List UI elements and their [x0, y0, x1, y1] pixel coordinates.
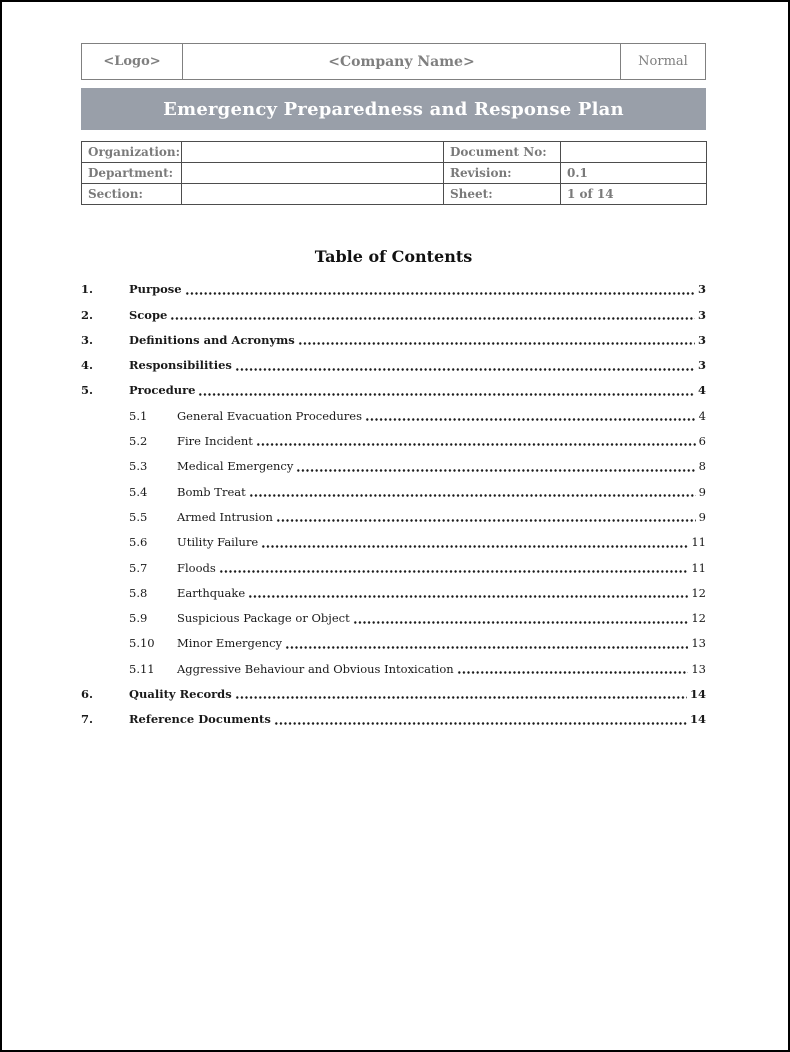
toc-dot-leader	[185, 275, 695, 300]
toc-dot-leader	[256, 427, 696, 452]
toc-dot-leader	[235, 680, 687, 705]
toc-entry-page: 14	[689, 712, 706, 727]
toc-entry-page: 11	[691, 535, 706, 550]
toc-entry-label: Scope	[129, 307, 168, 322]
toc-entry[interactable]	[81, 579, 706, 604]
toc-entry[interactable]	[81, 705, 706, 730]
info-label-right: Sheet:	[444, 184, 561, 205]
toc-entry-page: 13	[691, 661, 706, 676]
toc-dot-leader	[285, 629, 688, 654]
toc-title: Table of Contents	[314, 247, 473, 266]
info-label-left: Section:	[82, 184, 182, 205]
toc-dot-leader	[249, 477, 696, 502]
toc-entry-page: 4	[698, 408, 706, 423]
toc-dot-leader	[248, 579, 688, 604]
toc-dot-leader	[219, 553, 689, 578]
toc-entry-page: 4	[697, 383, 706, 398]
toc-entry[interactable]	[81, 452, 706, 477]
info-table-row	[82, 142, 707, 163]
toc-entry-number: 5.1	[129, 408, 148, 423]
toc-entry-page: 9	[698, 484, 706, 499]
toc-entry-label: Procedure	[129, 383, 196, 398]
toc-dot-leader	[235, 351, 695, 376]
toc-entry-page: 3	[697, 282, 706, 297]
toc-entry-number: 5.7	[129, 560, 148, 575]
toc-entry-label: Bomb Treat	[177, 484, 246, 499]
company-name: <Company Name>	[182, 44, 621, 79]
toc-entry[interactable]	[81, 629, 706, 654]
toc-entry-label: Suspicious Package or Object	[177, 611, 350, 626]
toc-entry-number: 2.	[81, 307, 94, 322]
toc-entry-number: 3.	[81, 332, 94, 347]
info-value-field-left[interactable]	[182, 184, 444, 205]
document-info-table	[81, 141, 707, 205]
info-label-left: Department:	[82, 163, 182, 184]
toc-entry[interactable]	[81, 528, 706, 553]
toc-entry-number: 6.	[81, 687, 94, 702]
info-label-right: Revision:	[444, 163, 561, 184]
toc-dot-leader	[276, 503, 696, 528]
toc-entry-page: 12	[691, 611, 706, 626]
toc-entry-label: Responsibilities	[129, 358, 232, 373]
toc-entry-label: Definitions and Acronyms	[129, 332, 295, 347]
toc-entry-page: 8	[698, 459, 706, 474]
toc-entry-number: 5.	[81, 383, 94, 398]
toc-entry-page: 14	[689, 687, 706, 702]
toc-entry-label: Minor Emergency	[177, 636, 283, 651]
toc-entry-number: 5.10	[129, 636, 155, 651]
info-table-row	[82, 163, 707, 184]
toc-dot-leader	[365, 401, 696, 426]
toc-list	[81, 275, 706, 730]
toc-entry-number: 5.5	[129, 509, 148, 524]
toc-entry-number: 7.	[81, 712, 94, 727]
toc-entry-page: 3	[697, 307, 706, 322]
toc-entry-label: Aggressive Behaviour and Obvious Intoxication	[177, 661, 454, 676]
toc-entry[interactable]	[81, 275, 706, 300]
toc-entry-page: 3	[697, 332, 706, 347]
toc-entry[interactable]	[81, 351, 706, 376]
toc-entry-label: Floods	[177, 560, 216, 575]
toc-entry-number: 5.9	[129, 611, 148, 626]
toc-dot-leader	[198, 376, 695, 401]
classification-label: Normal	[638, 54, 688, 69]
toc-entry-label: Fire Incident	[177, 434, 253, 449]
info-value-right[interactable]: 0.1	[561, 163, 707, 184]
toc-dot-leader	[274, 705, 687, 730]
toc-entry-number: 5.6	[129, 535, 148, 550]
toc-entry[interactable]	[81, 680, 706, 705]
toc-entry-page: 6	[698, 434, 706, 449]
toc-entry-number: 5.3	[129, 459, 148, 474]
toc-entry[interactable]	[81, 477, 706, 502]
toc-entry[interactable]	[81, 326, 706, 351]
info-label-left: Organization:	[82, 142, 182, 163]
toc-entry-number: 5.2	[129, 434, 148, 449]
toc-entry-page: 11	[691, 560, 706, 575]
toc-entry-number: 1.	[81, 282, 94, 297]
toc-entry[interactable]	[81, 503, 706, 528]
info-value-right[interactable]	[561, 142, 707, 163]
toc-dot-leader	[261, 528, 688, 553]
toc-entry-label: Purpose	[129, 282, 182, 297]
info-value-right[interactable]: 1 of 14	[561, 184, 707, 205]
toc-entry[interactable]	[81, 401, 706, 426]
page-content	[81, 43, 706, 730]
toc-entry-number: 5.11	[129, 661, 155, 676]
toc-entry[interactable]	[81, 376, 706, 401]
toc-dot-leader	[353, 604, 689, 629]
toc-entry-label: General Evacuation Procedures	[177, 408, 363, 423]
toc-entry[interactable]	[81, 300, 706, 325]
toc-dot-leader	[298, 326, 695, 351]
toc-dot-leader	[170, 300, 695, 325]
toc-entry-page: 9	[698, 509, 706, 524]
toc-entry-number: 5.8	[129, 585, 148, 600]
toc-entry-label: Earthquake	[177, 585, 246, 600]
toc-entry-label: Armed Intrusion	[177, 509, 273, 524]
document-title-banner: Emergency Preparedness and Response Plan	[81, 88, 706, 130]
toc-entry[interactable]	[81, 553, 706, 578]
info-value-field-left[interactable]	[182, 142, 444, 163]
toc-entry-page: 13	[691, 636, 706, 651]
toc-entry[interactable]	[81, 654, 706, 679]
toc-entry-label: Utility Failure	[177, 535, 259, 550]
toc-dot-leader	[457, 654, 689, 679]
toc-dot-leader	[296, 452, 695, 477]
document-header	[81, 43, 706, 80]
info-label-right: Document No:	[444, 142, 561, 163]
toc-entry-label: Medical Emergency	[177, 459, 294, 474]
toc-entry[interactable]	[81, 427, 706, 452]
toc-entry-number: 5.4	[129, 484, 148, 499]
info-table-row	[82, 184, 707, 205]
toc-entry-label: Quality Records	[129, 687, 232, 702]
toc-entry-label: Reference Documents	[129, 712, 271, 727]
info-value-field-left[interactable]	[182, 163, 444, 184]
toc-entry-page: 12	[691, 585, 706, 600]
logo-placeholder: <Logo>	[103, 54, 161, 69]
toc-entry-number: 4.	[81, 358, 94, 373]
toc-entry-page: 3	[697, 358, 706, 373]
toc-entry[interactable]	[81, 604, 706, 629]
